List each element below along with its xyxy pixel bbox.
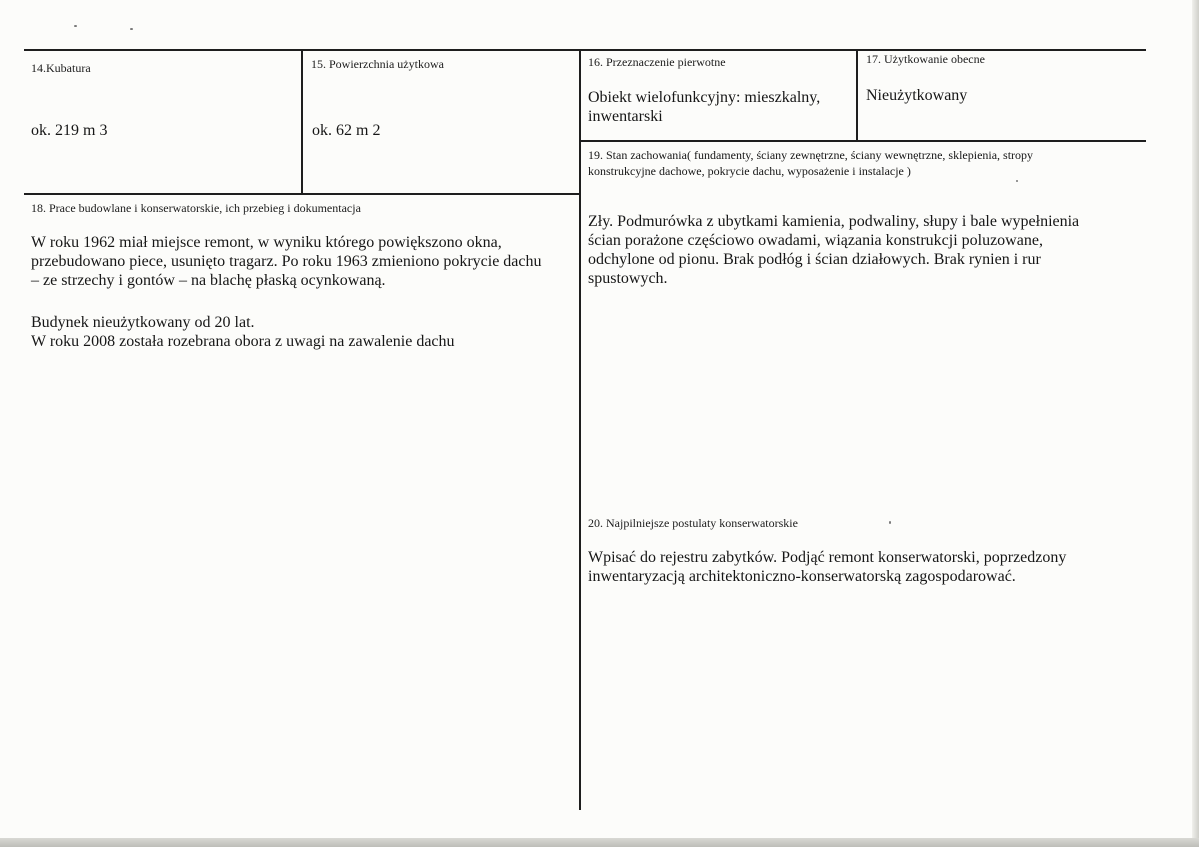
field-19-value: Zły. Podmurówka z ubytkami kamienia, podwaliny, słupy i bale wypełnienia ścian porażone częściowo owadami, wiązania konstrukcji poluzowane, odchylone od pionu. Brak podłóg i ścian działowych. Brak rynien i rur spustowych.: [588, 213, 1080, 287]
field-19-label: 19. Stan zachowania( fundamenty, ściany zewnętrzne, ściany wewnętrzne, sklepienia, stropy konstrukcyjne dachowe, pokrycie dachu, wyposażenie i instalacje ): [588, 148, 1034, 178]
field-14-value: ok. 219 m 3: [31, 122, 108, 139]
divider-14-15: [301, 49, 303, 195]
field-14-label: 14.Kubatura: [31, 61, 91, 75]
scan-speck: [74, 25, 77, 27]
scan-speck: [130, 28, 133, 30]
scan-speck: [889, 521, 891, 524]
center-divider: [579, 49, 581, 810]
field-18-label: 18. Prace budowlane i konserwatorskie, ich przebieg i dokumentacja: [31, 201, 361, 215]
field-15-value: ok. 62 m 2: [312, 122, 381, 139]
field-17-label: 17. Użytkowanie obecne: [866, 52, 985, 66]
field-16-value: Obiekt wielofunkcyjny: mieszkalny, inwentarski: [588, 89, 821, 125]
field-18-paragraph-1: W roku 1962 miał miejsce remont, w wyniku którego powiększono okna, przebudowano piece, usunięto tragarz. Po roku 1963 zmieniono pokrycie dachu – ze strzechy i gontów – na blachę płaską ocynkowaną.: [31, 234, 542, 289]
scan-bottom-edge: [0, 838, 1199, 847]
field-16-label: 16. Przeznaczenie pierwotne: [588, 55, 726, 69]
field-20-value: Wpisać do rejestru zabytków. Podjąć remont konserwatorski, poprzedzony inwentaryzacją architektoniczno-konserwatorską zagospodarować.: [588, 549, 1067, 585]
top-rule: [24, 49, 1146, 51]
divider-16-17: [856, 49, 858, 142]
scan-speck: [1016, 180, 1018, 182]
field-18-paragraph-2: Budynek nieużytkowany od 20 lat. W roku 2008 została rozebrana obora z uwagi na zawalenie dachu: [31, 314, 455, 350]
scan-right-edge: [1192, 0, 1199, 847]
rule-under-16-17: [579, 140, 1146, 142]
field-17-value: Nieużytkowany: [866, 87, 968, 104]
field-20-label: 20. Najpilniejsze postulaty konserwatorskie: [588, 516, 798, 530]
field-15-label: 15. Powierzchnia użytkowa: [311, 57, 444, 71]
